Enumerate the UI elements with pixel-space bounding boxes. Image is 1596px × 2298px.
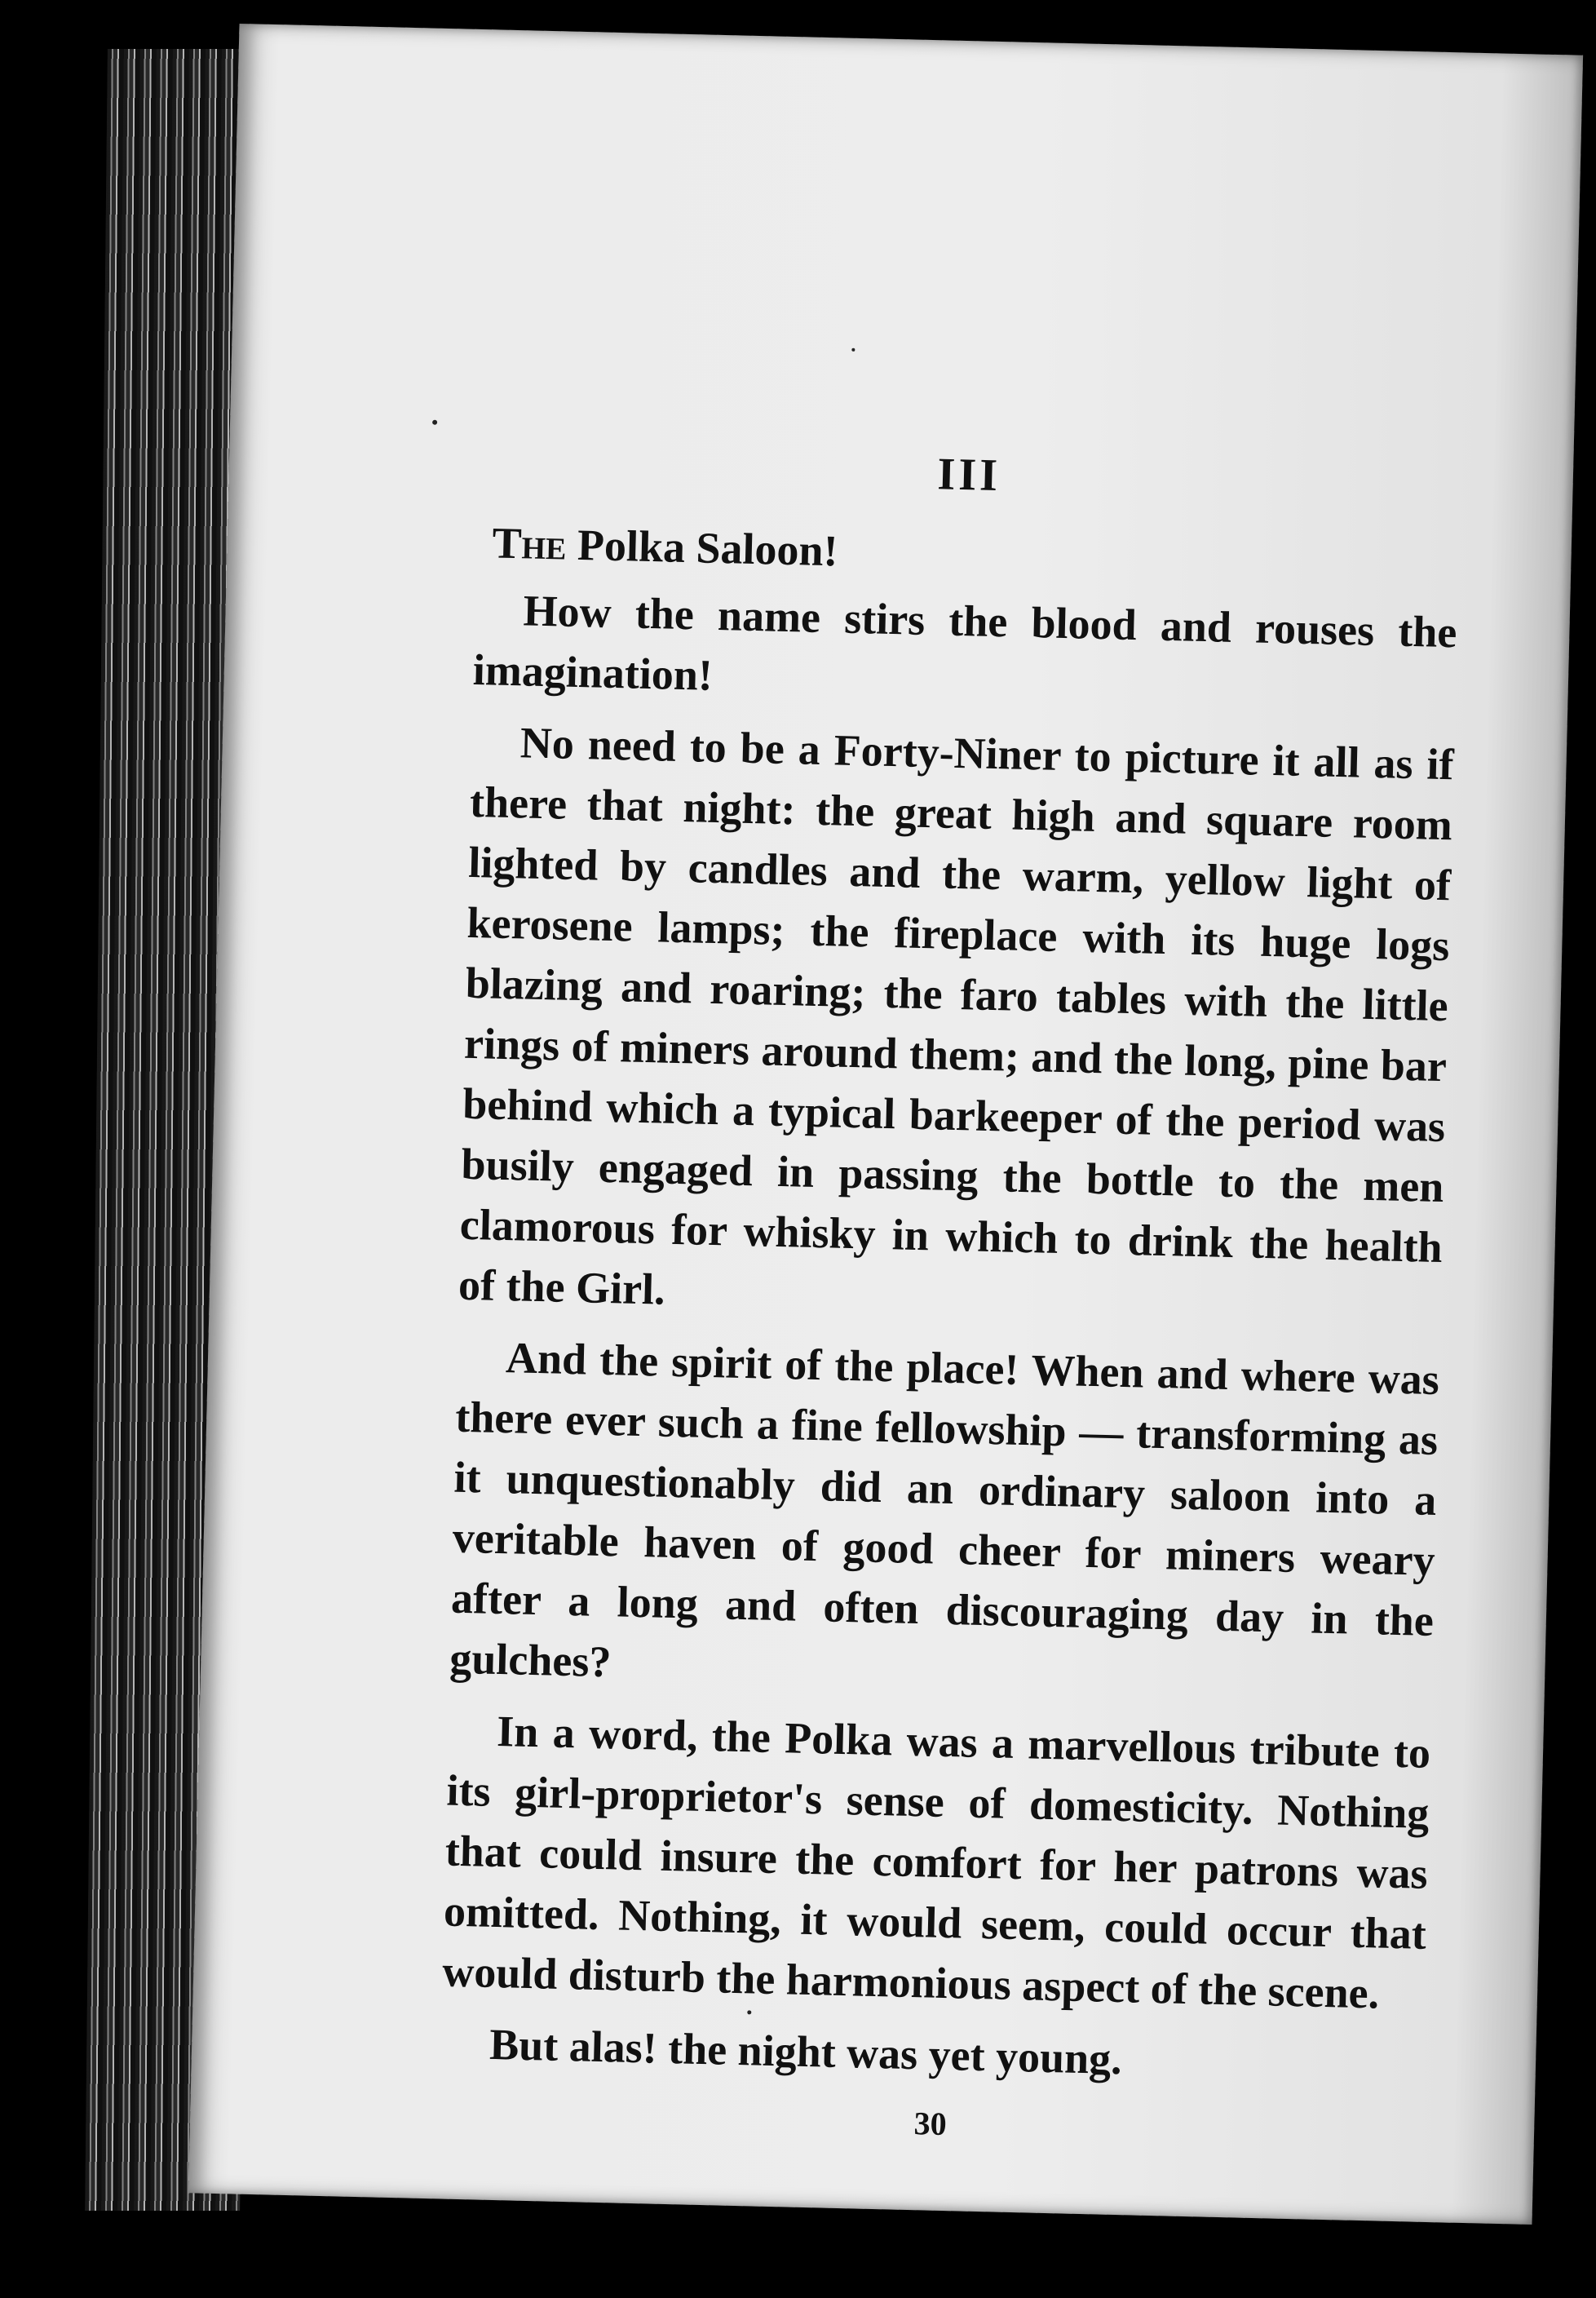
paragraph: No need to be a Forty-Niner to picture it all as if there that night: the great high and square room lighted by candles and the warm, yellow light of kerosene lamps; the fireplace with its huge logs blazing and roaring; the faro tables with the little rings of miners around them; and the long, pine bar behind which a typical barkeeper of the period was busily engaged in passing the bottle to the men clamorous for whisky in which to drink the health of the Girl. <box>458 718 1455 1314</box>
page-number: 30 <box>913 2105 948 2143</box>
page-text-block <box>439 437 1461 2154</box>
paragraph: How the name stirs the blood and rouses the imagination! <box>472 586 1458 700</box>
chapter-number: III <box>936 449 1001 502</box>
paragraph: And the spirit of the place! When and where was there ever such a fine fellowship — transforming as it unquestionably did an ordinary saloon into a veritable haven of good cheer for miners weary after a long and often discouraging day in the gulches? <box>449 1333 1440 1687</box>
dust-speck <box>432 420 437 425</box>
opening-smallcaps-word: The <box>491 518 568 569</box>
paragraph: In a word, the Polka was a marvellous tribute to its girl-proprietor's sense of domesticity. Nothing that could insure the comfort for her patrons was omitted. Nothing, it would seem, could occur that would disturb the harmonious aspect of the scene. <box>441 1706 1431 2018</box>
book-page <box>188 24 1583 2225</box>
paragraph: But alas! the night was yet young. <box>489 2019 1123 2084</box>
opening-text: Polka Saloon! <box>565 520 839 576</box>
dust-speck <box>851 348 855 352</box>
